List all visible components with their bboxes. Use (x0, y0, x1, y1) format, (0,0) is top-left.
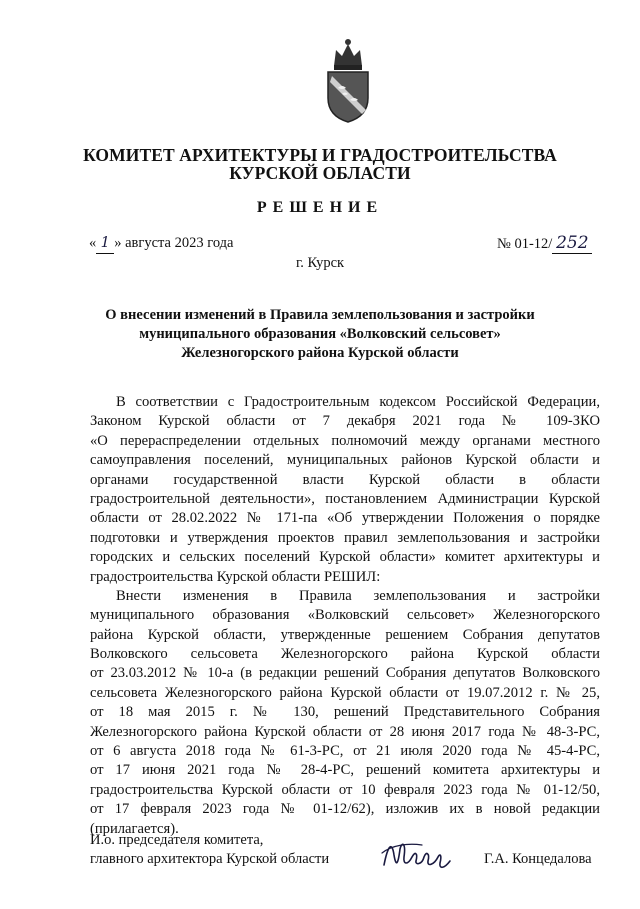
body-line: от 17 июня 2021 года № 28-4-РС, решений комитета архитектуры и (90, 762, 600, 779)
subject-line1: О внесении изменений в Правила землепользования и застройки (105, 307, 535, 323)
body-line: градостроительной деятельности», постановлением Администрации Курской (90, 490, 600, 507)
body-line: района Курской области, утвержденные решением Собрания депутатов (90, 626, 600, 643)
body-line: муниципального образования «Волковский сельсовет» Железногорского (90, 607, 600, 624)
body-line: «О перераспределении отдельных полномочий между органами местного (90, 432, 600, 449)
document-date (89, 233, 233, 254)
body-line: органами государственной власти Курской области в области (90, 471, 600, 488)
document-city: г. Курск (295, 255, 345, 271)
body-line: Законом Курской области от 7 декабря 2021 года № 109-ЗКО (90, 413, 600, 430)
body-line: градостроительства Курской области от 10 февраля 2023 года № 01-12/50, (90, 781, 600, 798)
document-body (90, 393, 600, 839)
body-line: Железногорского района Курской области от 28 июня 2017 года № 48-3-РС, (90, 723, 600, 740)
body-line: от 6 августа 2018 года № 61-3-РС, от 21 июля 2020 года № 45-4-РС, (90, 743, 600, 760)
date-open-quote: « (89, 235, 97, 251)
body-line: подготовки и утверждения проектов правил землепользования и застройки (90, 529, 600, 546)
body-line: градостроительства Курской области РЕШИЛ: (90, 568, 381, 585)
handwritten-day: 1 (96, 233, 114, 254)
body-line: Волковского сельсовета Железногорского района Курской области (90, 646, 600, 663)
date-month-year: » августа 2023 года (114, 235, 234, 251)
body-line: от 17 февраля 2023 года № 01-12/62), изложив их в новой редакции (90, 801, 600, 818)
signatory-title-line2: главного архитектора Курской области (90, 851, 330, 867)
kursk-coat-of-arms-icon (322, 36, 374, 124)
signatory-title-line1: И.о. председателя комитета, (90, 832, 264, 848)
body-line: Внести изменения в Правила землепользования и застройки (116, 587, 600, 604)
body-line: городских и сельских поселений Курской области» комитет архитектуры и (90, 549, 600, 566)
handwritten-number: 252 (552, 233, 592, 254)
handwritten-signature-icon (378, 835, 458, 875)
subject-line3: Железногорского района Курской области (181, 345, 459, 361)
signatory-name: Г.А. Концедалова (484, 851, 592, 867)
body-line: самоуправления поселений, муниципальных районов Курской области и (90, 452, 600, 469)
body-line: от 23.03.2012 № 10-а (в редакции решений Собрания депутатов Волковского (90, 665, 600, 682)
body-line: (прилагается). (90, 820, 179, 837)
body-line: области от 28.02.2022 № 171-па «Об утверждении Положения о порядке (90, 510, 600, 527)
organization-name-line1: КОМИТЕТ АРХИТЕКТУРЫ И ГРАДОСТРОИТЕЛЬСТВА (83, 145, 557, 165)
organization-name-line2: КУРСКОЙ ОБЛАСТИ (229, 163, 411, 183)
body-line: сельсовета Железногорского района Курской области от 19.07.2012 г. № 25, (90, 684, 600, 701)
subject-line2: муниципального образования «Волковский сельсовет» (139, 326, 501, 342)
document-type-title: РЕШЕНИЕ (256, 199, 384, 216)
document-number (497, 233, 592, 254)
document-number-prefix: № 01-12/ (497, 236, 553, 252)
body-line: от 18 мая 2015 г. № 130, решений Представительного Собрания (90, 704, 600, 721)
body-line: В соответствии с Градостроительным кодексом Российской Федерации, (116, 394, 600, 410)
